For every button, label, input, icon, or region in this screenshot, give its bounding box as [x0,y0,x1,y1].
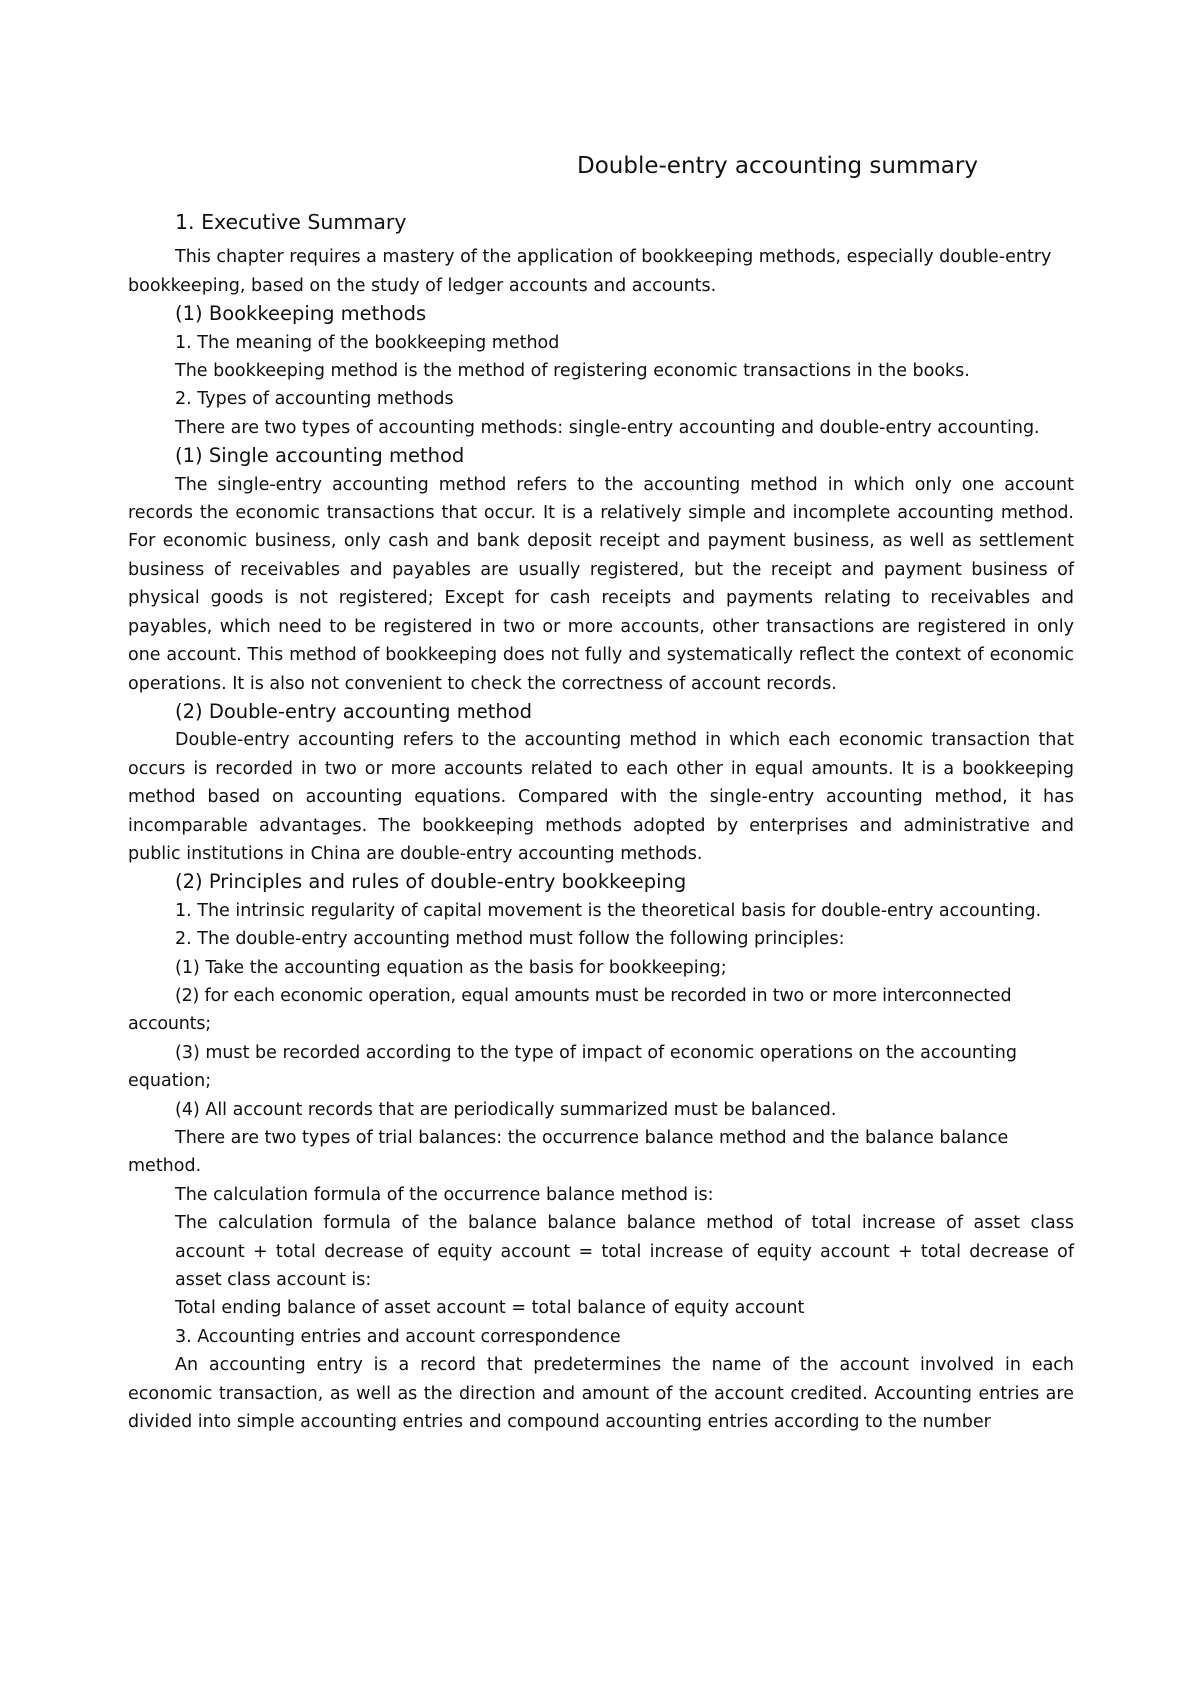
principle-3-text: (3) must be recorded according to the type of impact of economic operations on the accounting equation; [128,1042,1017,1092]
item-types-heading: 2. Types of accounting methods [175,389,454,410]
intro-paragraph: This chapter requires a mastery of the application of bookkeeping methods, especially double-entry bookkeeping, based on the study of ledger accounts and accounts. [128,247,1052,296]
subheading-principles-rules: (2) Principles and rules of double-entry bookkeeping [175,870,687,894]
document-body [128,205,1074,1436]
principle-4-text: (4) All account records that are periodically summarized must be balanced. [175,1099,837,1120]
single-accounting-paragraph: The single-entry accounting method refers to the accounting method in which only one account records the economic transactions that occur. It is a relatively simple and incomplete accounting method. For economic business, only cash and bank deposit receipt and payment business, as well as settlement business of receivables and payables are usually registered, but the receipt and payment business of physical goods is not registered; Except for cash receipts and payments relating to receivables and payables, which need to be registered in two or more accounts, other transactions are registered in only one account. This method of bookkeeping does not fully and systematically reflect the context of economic operations. It is also not convenient to check the correctness of account records. [128,474,1074,694]
double-entry-paragraph: Double-entry accounting refers to the accounting method in which each economic transaction that occurs is recorded in two or more accounts related to each other in equal amounts. It is a bookkeeping method based on accounting equations. Compared with the single-entry accounting method, it has incomparable advantages. The bookkeeping methods adopted by enterprises and administrative and public institutions in China are double-entry accounting methods. [128,730,1074,864]
subheading-single-accounting: (1) Single accounting method [175,444,465,468]
formula-text: The calculation formula of the balance balance balance method of total increase of asset class account + total decrease of equity account = total increase of equity account + total decrease of asset class account is: [175,1213,1074,1291]
item-types-text: There are two types of accounting methods: single-entry accounting and double-entry accounting. [175,417,1040,438]
rule-2-text: 2. The double-entry accounting method must follow the following principles: [175,929,845,950]
item-meaning-text: The bookkeeping method is the method of registering economic transactions in the books. [175,361,970,382]
section-heading-executive-summary: 1. Executive Summary [175,210,407,234]
principle-2-text: (2) for each economic operation, equal amounts must be recorded in two or more interconnected accounts; [128,985,1012,1035]
subheading-double-entry-accounting: (2) Double-entry accounting method [175,699,533,723]
subheading-bookkeeping-methods: (1) Bookkeeping methods [175,302,427,326]
trial-balances-text: There are two types of trial balances: the occurrence balance method and the balance balance method. [128,1128,1009,1177]
item-accounting-entries-heading: 3. Accounting entries and account correspondence [175,1326,621,1347]
item-meaning-heading: 1. The meaning of the bookkeeping method [175,332,560,353]
rule-1-text: 1. The intrinsic regularity of capital movement is the theoretical basis for double-entry accounting. [175,900,1042,921]
accounting-entry-paragraph: An accounting entry is a record that predetermines the name of the account involved in each economic transaction, as well as the direction and amount of the account credited. Accounting entries are divided into simple accounting entries and compound accounting entries according to the number [128,1355,1074,1433]
document-title: Double-entry accounting summary [577,153,978,179]
formula-result-text: Total ending balance of asset account = total balance of equity account [175,1298,805,1319]
formula-intro-text: The calculation formula of the occurrence balance method is: [175,1184,714,1205]
principle-1-text: (1) Take the accounting equation as the basis for bookkeeping; [175,957,727,978]
